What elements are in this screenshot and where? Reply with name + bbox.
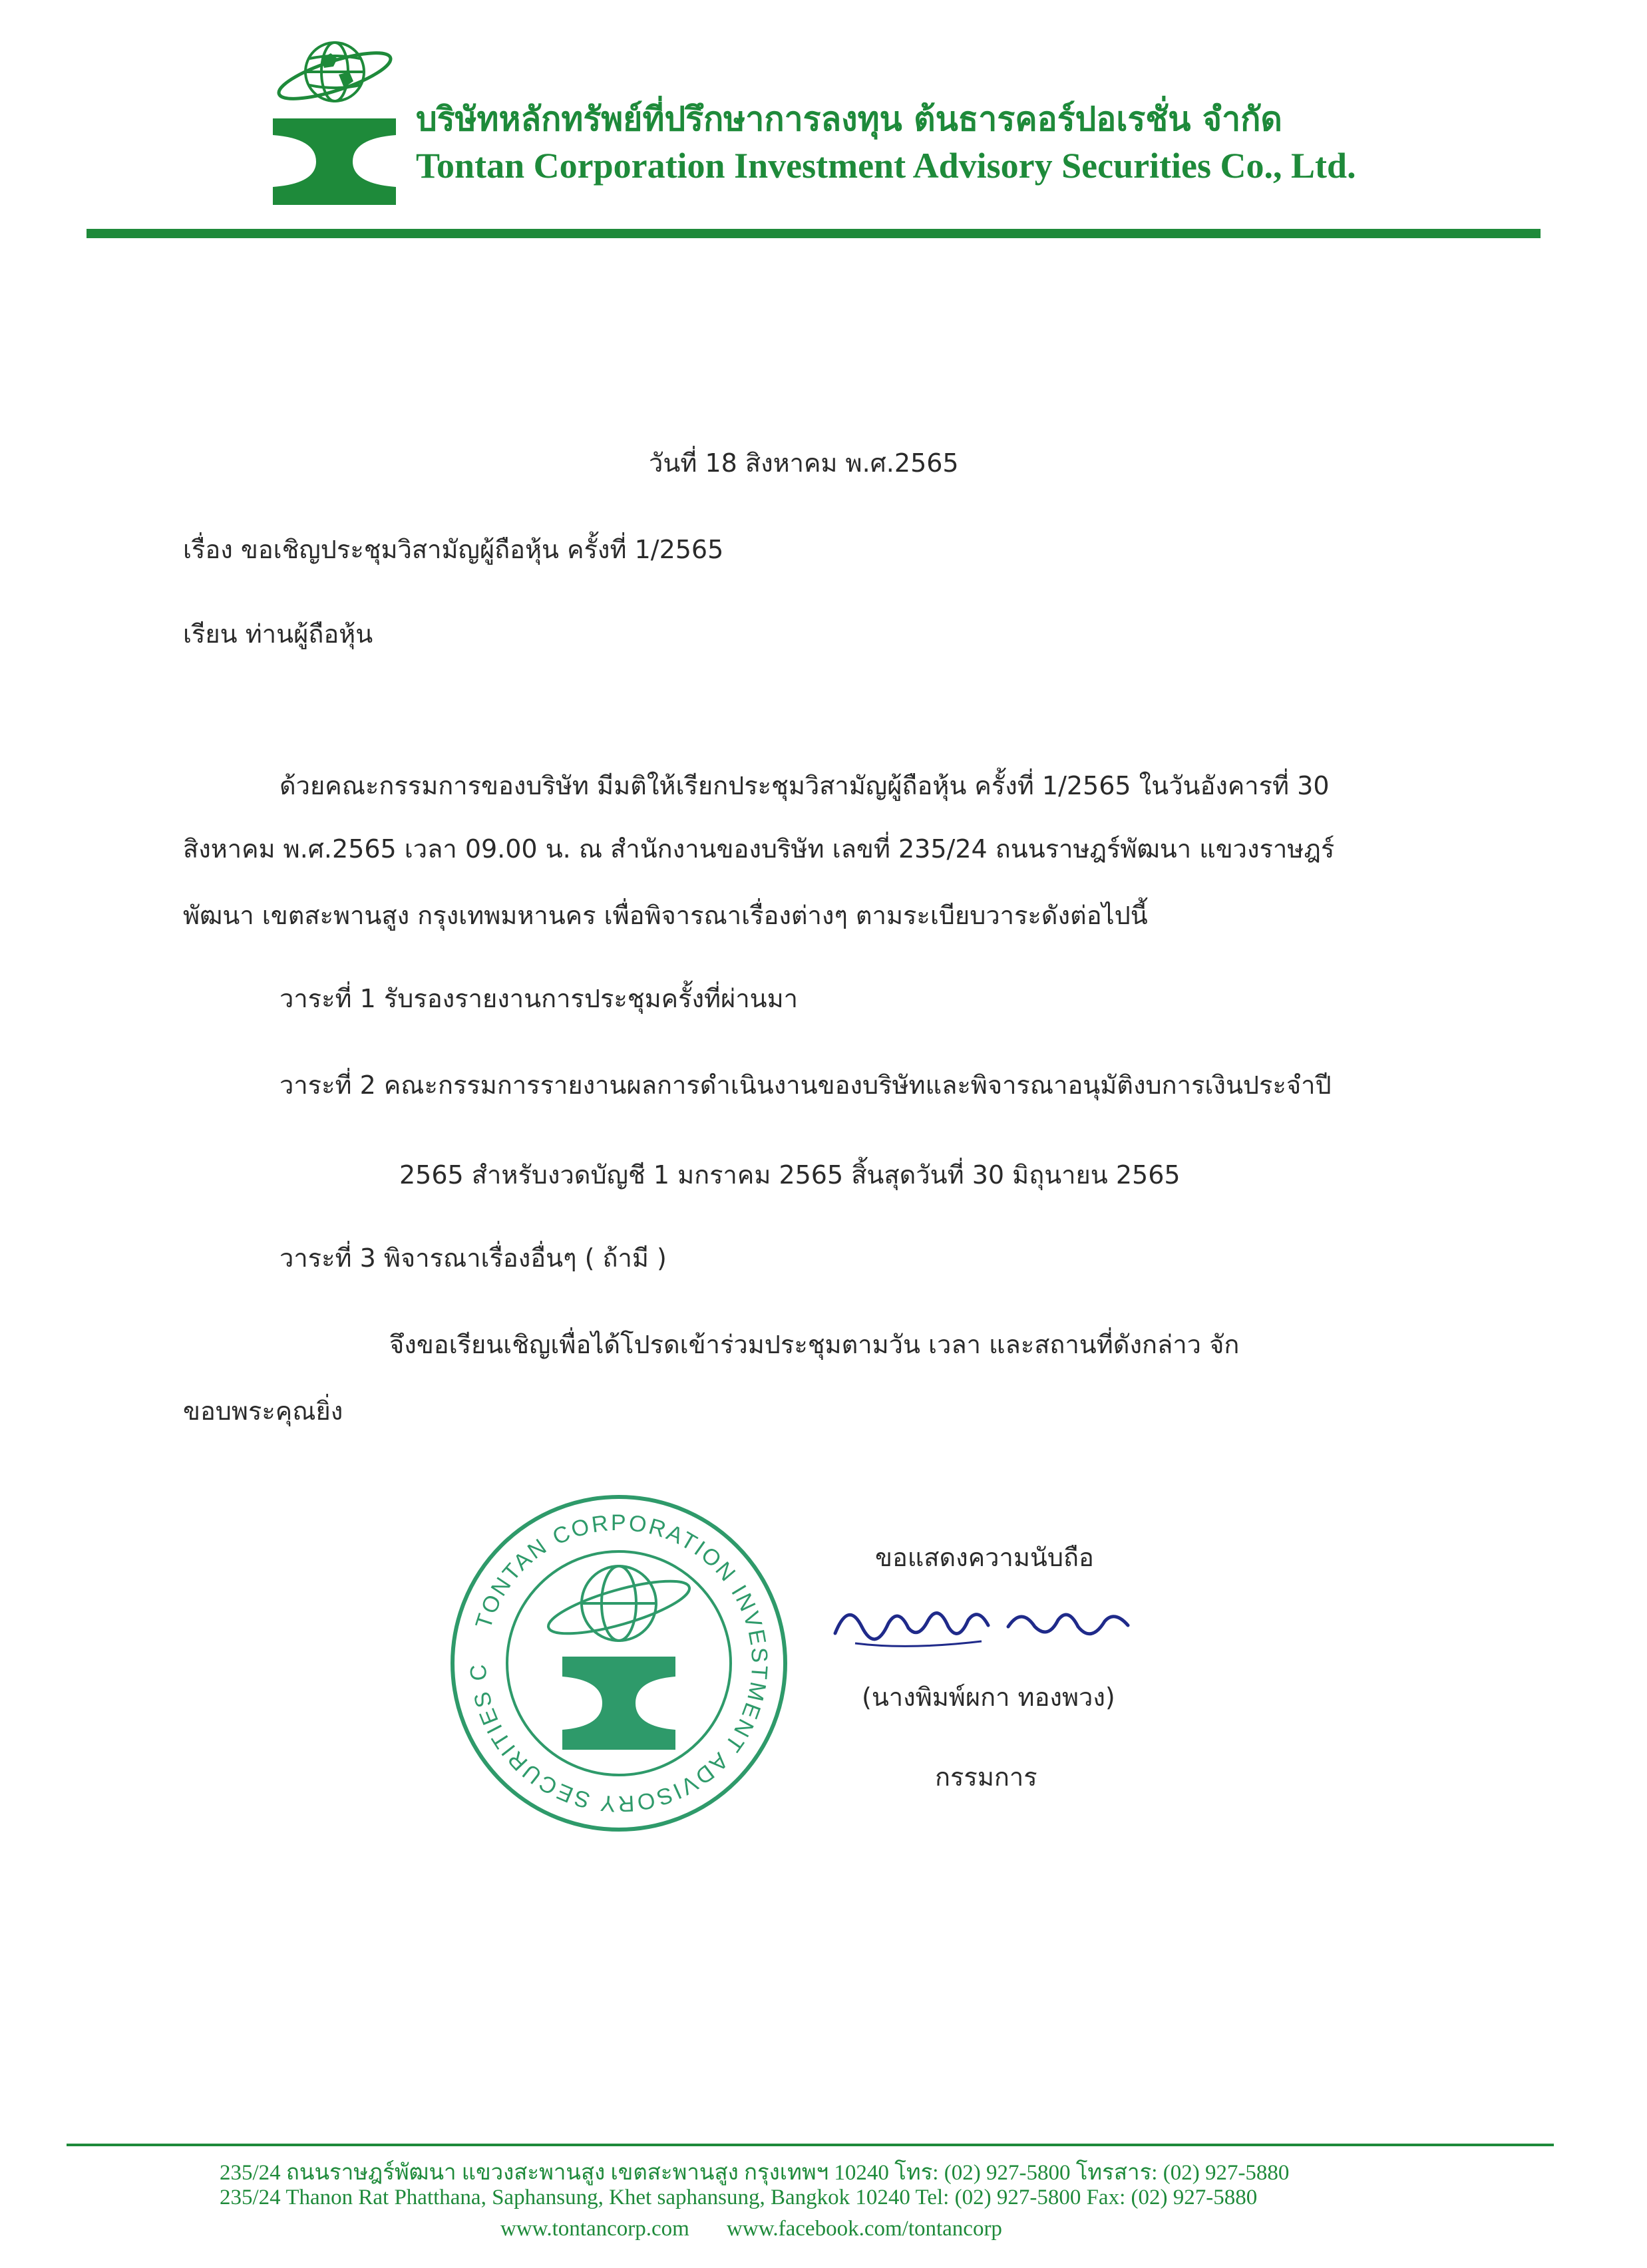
footer-divider [67,2144,1554,2146]
company-seal [446,1490,792,1836]
company-seal-icon [446,1490,792,1836]
seal-text: TONTAN CORPORATION INVESTMENT ADVISORY SECURITIES C [465,1510,773,1817]
signature-icon [828,1587,1141,1660]
regards-text: ขอแสดงความนับถือ [875,1543,1094,1572]
company-name-english: Tontan Corporation Investment Advisory Securities Co., Ltd. [416,146,1356,186]
agenda-item-2: วาระที่ 2 คณะกรรมการรายงานผลการดำเนินงานของบริษัทและพิจารณาอนุมัติงบการเงินประจำปี [279,1070,1332,1100]
closing-line: ขอบพระคุณยิ่ง [183,1396,343,1426]
closing-line: จึงขอเรียนเชิญเพื่อได้โปรดเข้าร่วมประชุมตามวัน เวลา และสถานที่ดังกล่าว จัก [389,1330,1240,1359]
agenda-item-1: วาระที่ 1 รับรองรายงานการประชุมครั้งที่ผ่านมา [279,984,799,1013]
company-name-thai: บริษัทหลักทรัพย์ที่ปรึกษาการลงทุน ต้นธารคอร์ปอเรชั่น จำกัด [416,99,1282,138]
agenda-item-3: วาระที่ 3 พิจารณาเรื่องอื่นๆ ( ถ้ามี ) [279,1243,667,1273]
letter-date: วันที่ 18 สิงหาคม พ.ศ.2565 [649,448,959,478]
header-divider [87,229,1541,238]
agenda-item-2-continued: 2565 สำหรับงวดบัญชี 1 มกราคม 2565 สิ้นสุดวันที่ 30 มิถุนายน 2565 [399,1160,1181,1190]
body-line: พัฒนา เขตสะพานสูง กรุงเทพมหานคร เพื่อพิจารณาเรื่องต่างๆ ตามระเบียบวาระดังต่อไปนี้ [183,901,1148,930]
svg-text:TONTAN CORPORATION INVESTMENT [446,1490,772,1816]
globe-i-logo-icon [270,32,399,208]
footer-address-thai: 235/24 ถนนราษฎร์พัฒนา แขวงสะพานสูง เขตสะพานสูง กรุงเทพฯ 10240 โทร: (02) 927-5800 โทรสาร: (02) 927-5880 [220,2161,1290,2185]
letter-salutation: เรียน ท่านผู้ถือหุ้น [183,619,373,649]
facebook-link[interactable]: www.facebook.com/tontancorp [727,2217,1002,2241]
signer-position: กรรมการ [935,1762,1037,1792]
company-logo [270,32,399,208]
handwritten-signature [828,1587,1141,1660]
body-line: ด้วยคณะกรรมการของบริษัท มีมติให้เรียกประชุมวิสามัญผู้ถือหุ้น ครั้งที่ 1/2565 ในวันอังคารที่ 30 [279,771,1330,800]
signer-name: (นางพิมพ์ผกา ทองพวง) [862,1683,1115,1712]
footer-address-english: 235/24 Thanon Rat Phatthana, Saphansung, Khet saphansung, Bangkok 10240 Tel: (02) 927-5800 Fax: (02) 927-5880 [220,2186,1258,2209]
website-link[interactable]: www.tontancorp.com [500,2217,689,2241]
body-line: สิงหาคม พ.ศ.2565 เวลา 09.00 น. ณ สำนักงานของบริษัท เลขที่ 235/24 ถนนราษฎร์พัฒนา แขวงราษฎร์ [183,834,1335,864]
letter-subject: เรื่อง ขอเชิญประชุมวิสามัญผู้ถือหุ้น ครั้งที่ 1/2565 [183,535,724,564]
footer-links [500,2217,1034,2241]
